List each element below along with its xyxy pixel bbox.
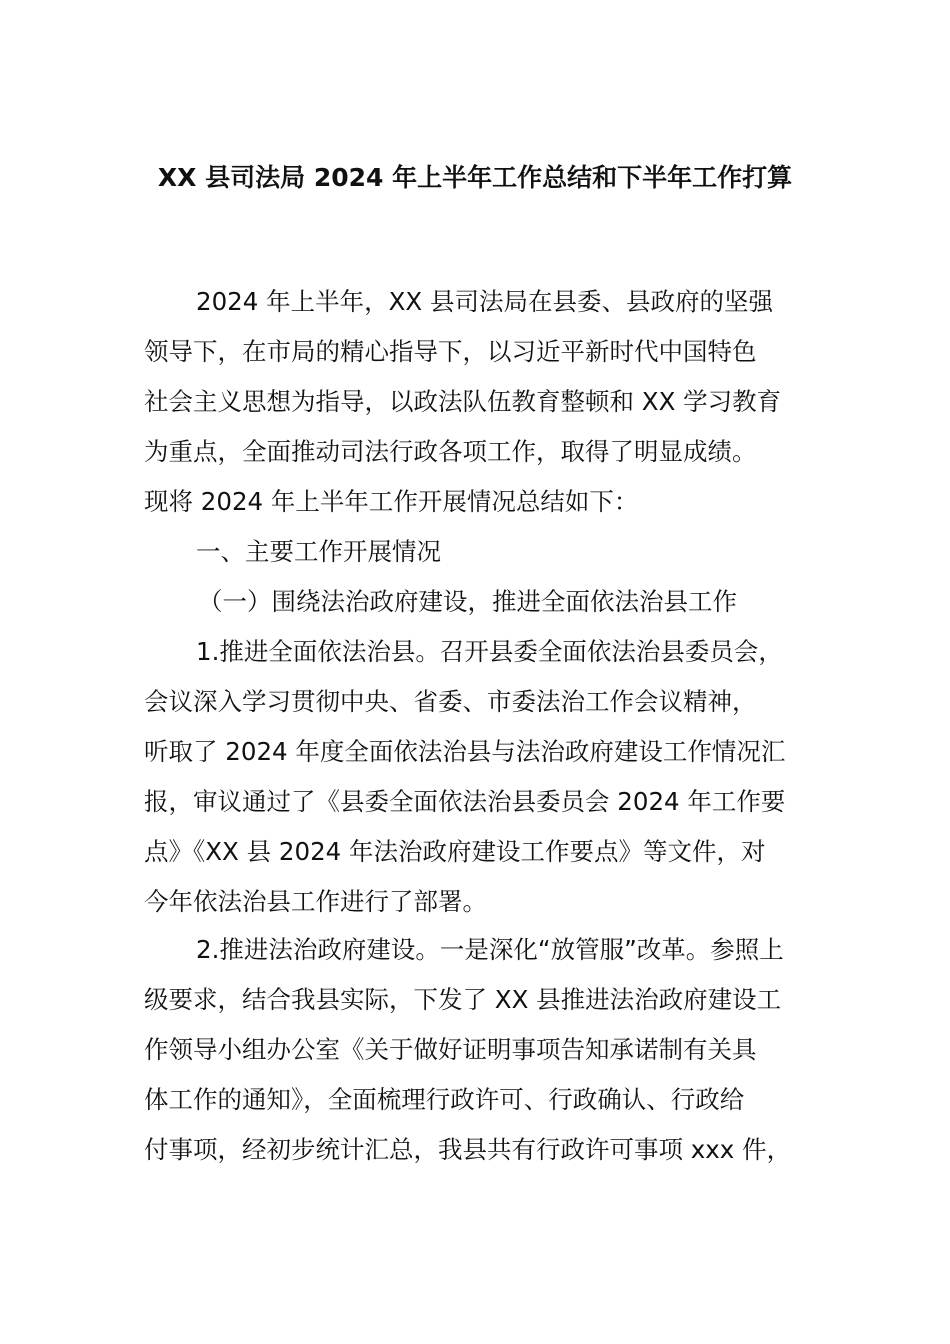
paragraph-line: 为重点，全面推动司法行政各项工作，取得了明显成绩。 (144, 437, 757, 466)
paragraph-line: 会议深入学习贯彻中央、省委、市委法治工作会议精神， (144, 687, 757, 716)
paragraph-line: 级要求，结合我县实际，下发了 XX 县推进法治政府建设工 (144, 985, 782, 1014)
paragraph-line: 点》《XX 县 2024 年法治政府建设工作要点》等文件，对 (144, 837, 766, 866)
paragraph-line: 体工作的通知》，全面梳理行政许可、行政确认、行政给 (144, 1085, 745, 1114)
paragraph-line: 1.推进全面依法治县。召开县委全面依法治县委员会， (196, 637, 783, 666)
paragraph-line: 2024 年上半年，XX 县司法局在县委、县政府的坚强 (196, 287, 773, 316)
subsection-heading: （一）围绕法治政府建设，推进全面依法治县工作 (198, 587, 737, 616)
paragraph-line: 报，审议通过了《县委全面依法治县委员会 2024 年工作要 (144, 787, 786, 816)
paragraph-line: 作领导小组办公室《关于做好证明事项告知承诺制有关具 (144, 1035, 757, 1064)
paragraph-line: 付事项，经初步统计汇总，我县共有行政许可事项 xxx 件， (144, 1135, 792, 1164)
paragraph-line: 今年依法治县工作进行了部署。 (144, 887, 487, 916)
paragraph-line: 领导下，在市局的精心指导下，以习近平新时代中国特色 (144, 337, 757, 366)
paragraph-line: 现将 2024 年上半年工作开展情况总结如下： (144, 487, 639, 516)
document-title: XX 县司法局 2024 年上半年工作总结和下半年工作打算 (157, 163, 793, 192)
paragraph-line: 2.推进法治政府建设。一是深化“放管服”改革。参照上 (196, 935, 784, 964)
section-heading: 一、主要工作开展情况 (196, 537, 441, 566)
paragraph-line: 社会主义思想为指导，以政法队伍教育整顿和 XX 学习教育 (144, 387, 782, 416)
paragraph-line: 听取了 2024 年度全面依法治县与法治政府建设工作情况汇 (144, 737, 786, 766)
